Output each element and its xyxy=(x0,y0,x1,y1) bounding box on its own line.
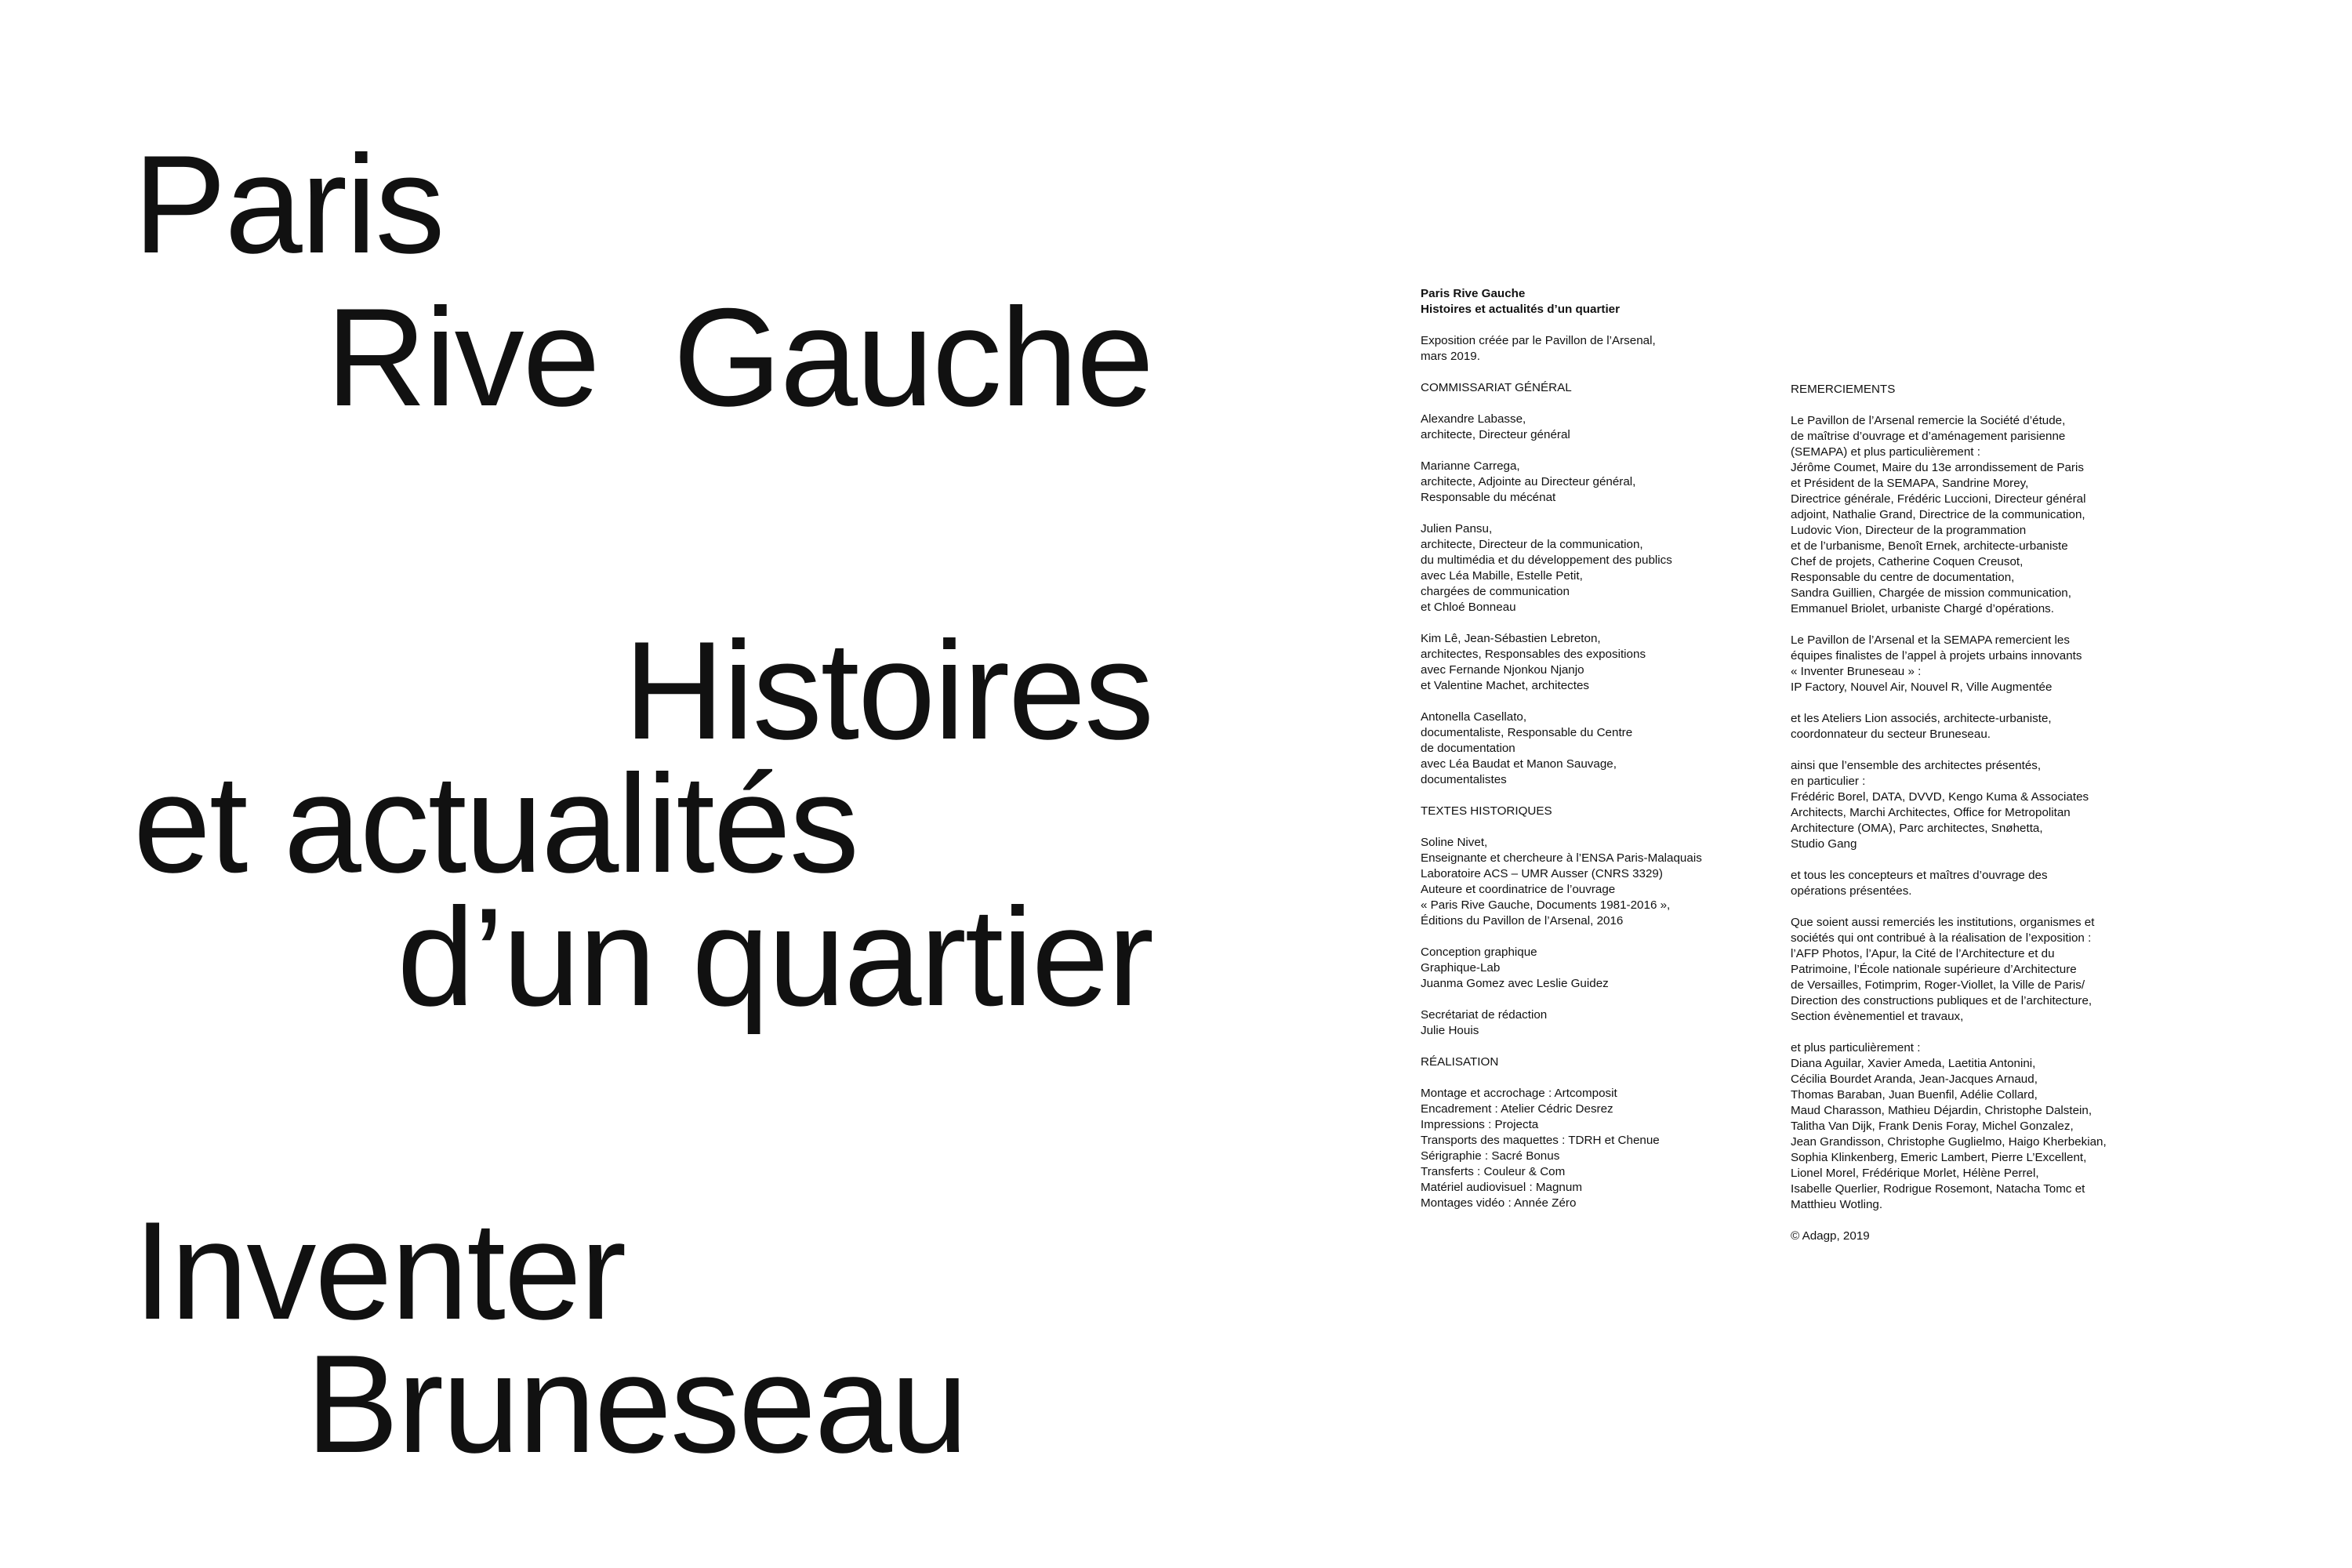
credit-nivet: Soline Nivet, Enseignante et chercheure à l’ENSA Paris-Malaquais Laboratoire ACS – UMR Ausser (CNRS 3329) Auteure et coordinatrice de l’ouvrage « Paris Rive Gauche, Documents 1981-2016 », Éditions du Pavillon de l’Arsenal, 2016 xyxy=(1421,836,1702,927)
colophon-title: Paris Rive Gauche Histoires et actualités d’un quartier xyxy=(1421,287,1621,316)
heading-paris: Paris xyxy=(133,126,444,282)
textes-heading: TEXTES HISTORIQUES xyxy=(1421,804,1552,818)
heading-histoires: Histoires xyxy=(623,612,1152,768)
exposition-text: Exposition créée par le Pavillon de l’Arsenal, mars 2019. xyxy=(1421,334,1656,363)
commissariat-heading: COMMISSARIAT GÉNÉRAL xyxy=(1421,381,1572,394)
credit-pansu: Julien Pansu, architecte, Directeur de la communication, du multimédia et du développement des publics avec Léa Mabille, Estelle Petit, chargées de communication et Chloé Bonneau xyxy=(1421,522,1672,614)
heading-inventer: Inventer xyxy=(133,1192,626,1348)
credit-secretariat: Secrétariat de rédaction Julie Houis xyxy=(1421,1008,1548,1037)
thanks-semapa: Le Pavillon de l’Arsenal remercie la Société d’étude, de maîtrise d’ouvrage et d’aménagement parisienne (SEMAPA) et plus particulièrement : Jérôme Coumet, Maire du 13e arrondissement de Paris et Président de la SEMAPA, Sandrine Morey, Directrice générale, Frédéric Luccioni, Directeur général adjoint, Nathalie Grand, Directrice de la communication, Ludovic Vion, Directeur de la programmation et de l’urbanisme, Benoît Ernek, architecte-urbaniste Chef de projets, Catherine Coquen Creusot, Responsable du centre de documentation, Sandra Guillien, Chargée de mission communication, Emmanuel Briolet, urbaniste Chargé d’opérations. xyxy=(1791,414,2086,615)
credit-realisation: Montage et accrochage : Artcomposit Encadrement : Atelier Cédric Desrez Impressions : Projecta Transports des maquettes : TDRH et Chenue Sérigraphie : Sacré Bonus Transferts : Couleur & Com Matériel audiovisuel : Magnum Montages vidéo : Année Zéro xyxy=(1421,1087,1660,1210)
heading-rive-gauche: Rive Gauche xyxy=(325,279,1152,435)
credit-conception: Conception graphique Graphique-Lab Juanma Gomez avec Leslie Guidez xyxy=(1421,946,1609,990)
thanks-equipes: Le Pavillon de l’Arsenal et la SEMAPA remercient les équipes finalistes de l’appel à projets urbains innovants « Inventer Bruneseau » : IP Factory, Nouvel Air, Nouvel R, Ville Augmentée xyxy=(1791,633,2082,694)
heading-dun-quartier: d’un quartier xyxy=(397,879,1152,1035)
thanks-concepteurs: et tous les concepteurs et maîtres d’ouvrage des opérations présentées. xyxy=(1791,869,2048,898)
thanks-particulier: et plus particulièrement : Diana Aguilar, Xavier Ameda, Laetitia Antonini, Cécilia Bourdet Aranda, Jean-Jacques Arnaud, Thomas Baraban, Juan Buenfil, Adélie Collard, Maud Charasson, Mathieu Déjardin, Christophe Dalstein, Talitha Van Dijk, Frank Denis Foray, Michel Gonzalez, Jean Grandisson, Christophe Guglielmo, Haigo Kherbekian, Sophia Klinkenberg, Emeric Lambert, Pierre L’Excellent, Lionel Morel, Frédérique Morlet, Hélène Perrel, Isabelle Querlier, Rodrigue Rosemont, Natacha Tomc et Matthieu Wotling. xyxy=(1791,1041,2107,1211)
realisation-heading: RÉALISATION xyxy=(1421,1055,1499,1069)
thanks-institutions: Que soient aussi remerciés les institutions, organismes et sociétés qui ont contribué à la réalisation de l’exposition : l’AFP Photos, l’Apur, la Cité de l’Architecture et du Patrimoine, l’École nationale supérieure d’Architecture de Versailles, Fotimprim, Roger-Viollet, la Ville de Paris/ Direction des constructions publiques et de l’architecture, Section évènementiel et travaux, xyxy=(1791,916,2095,1023)
credit-carrega: Marianne Carrega, architecte, Adjointe au Directeur général, Responsable du mécénat xyxy=(1421,459,1636,504)
credit-labasse: Alexandre Labasse, architecte, Directeur général xyxy=(1421,412,1570,441)
remerciements-heading: REMERCIEMENTS xyxy=(1791,383,1896,396)
heading-et-actualites: et actualités xyxy=(133,746,858,902)
credits-left-column xyxy=(1421,286,1766,1227)
credits-right-column xyxy=(1791,382,2167,1260)
credit-casellato: Antonella Casellato, documentaliste, Responsable du Centre de documentation avec Léa Baudat et Manon Sauvage, documentalistes xyxy=(1421,710,1633,786)
thanks-ateliers: et les Ateliers Lion associés, architecte-urbaniste, coordonnateur du secteur Bruneseau. xyxy=(1791,712,2052,741)
copyright-text: © Adagp, 2019 xyxy=(1791,1229,1870,1243)
thanks-architectes: ainsi que l’ensemble des architectes présentés, en particulier : Frédéric Borel, DATA, DVVD, Kengo Kuma & Associates Architects, Marchi Architectes, Office for Metropolitan Architecture (OMA), Parc architectes, Snøhetta, Studio Gang xyxy=(1791,759,2089,851)
credit-kim: Kim Lê, Jean-Sébastien Lebreton, architectes, Responsables des expositions avec Fernande Njonkou Njanjo et Valentine Machet, architectes xyxy=(1421,632,1646,692)
heading-bruneseau: Bruneseau xyxy=(306,1326,967,1482)
